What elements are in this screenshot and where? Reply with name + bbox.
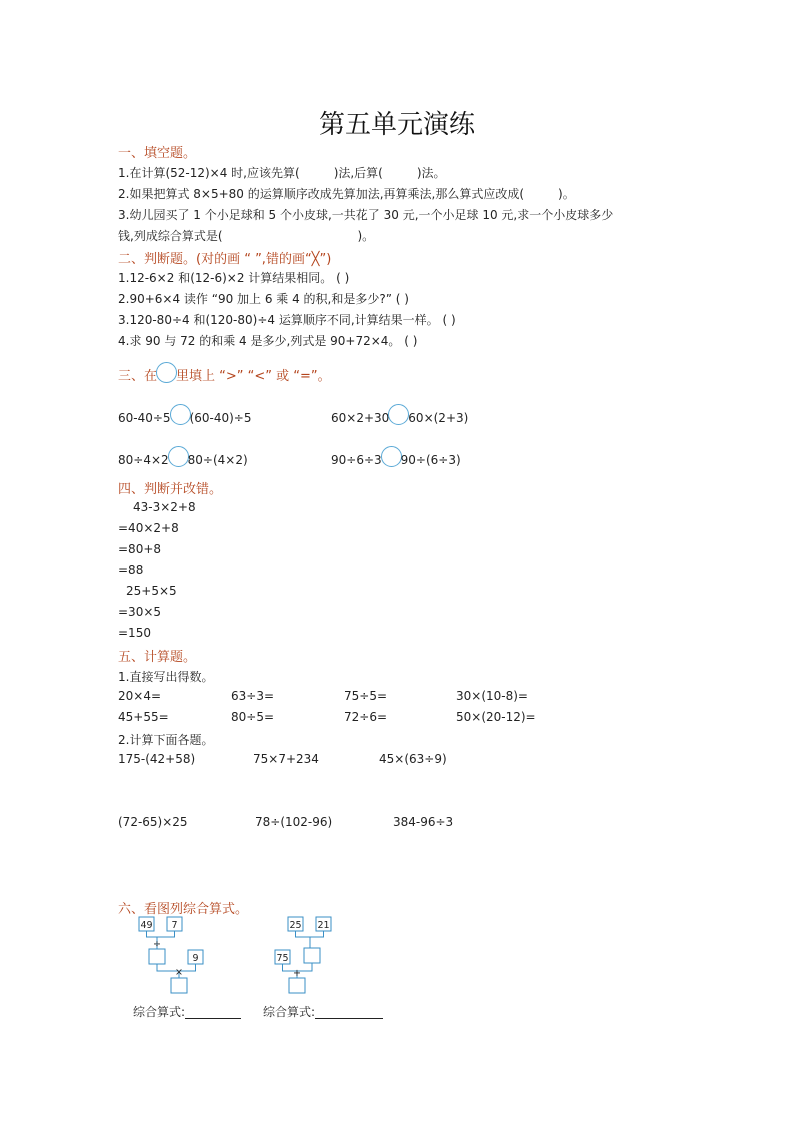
- oral-5: 45+55=: [118, 710, 169, 724]
- section-1-heading: 一、填空题。: [118, 146, 197, 161]
- circle-icon: [156, 362, 177, 383]
- compare-3: [118, 446, 248, 467]
- question-1-1: [118, 164, 446, 181]
- compare-1: [118, 404, 251, 425]
- oral-8: 50×(20-12)=: [456, 710, 536, 724]
- compare-left: 60-40÷5: [118, 411, 171, 425]
- compare-circle[interactable]: [388, 404, 409, 425]
- oral-4: 30×(10-8)=: [456, 689, 528, 703]
- answer-label: 综合算式:: [263, 1005, 316, 1019]
- box-empty-1[interactable]: [149, 949, 165, 964]
- q2-text-a: 2.如果把算式 8×5+80 的运算顺序改成先算加法,再算乘法,那么算式应改成(: [118, 187, 525, 201]
- answer-label: 综合算式:: [133, 1005, 186, 1019]
- answer-line[interactable]: [185, 1006, 241, 1019]
- calc-2: 75×7+234: [253, 752, 319, 766]
- fix-line-5: 25+5×5: [126, 584, 177, 598]
- q3-text-b: 钱,列成综合算式是(: [118, 229, 223, 243]
- calc-1: 175-(42+58): [118, 752, 196, 766]
- box-empty-2[interactable]: [171, 978, 187, 993]
- tree-right-c: 75: [276, 953, 289, 964]
- question-1-2: [118, 185, 575, 202]
- oral-1: 20×4=: [118, 689, 162, 703]
- tree-right-a: 25: [289, 920, 302, 931]
- calc-4: (72-65)×25: [118, 815, 188, 829]
- fix-line-1: 43-3×2+8: [133, 500, 196, 514]
- q2-text-b: )。: [558, 187, 575, 201]
- compare-left: 90÷6÷3: [331, 453, 382, 467]
- calc-3: 45×(63÷9): [379, 752, 447, 766]
- tree-left-b: 7: [171, 920, 178, 931]
- calc-6: 384-96÷3: [393, 815, 454, 829]
- s3-heading-b: 里填上 “>” “<” 或 “=”。: [176, 369, 331, 384]
- box-empty-1[interactable]: [304, 948, 320, 963]
- tree-diagram-left: [130, 912, 220, 996]
- compare-left: 60×2+30: [331, 411, 390, 425]
- section-5-sub-1: 1.直接写出得数。: [118, 670, 214, 684]
- oral-6: 80÷5=: [231, 710, 275, 724]
- compare-4: [331, 446, 461, 467]
- tree-right-b: 21: [317, 920, 330, 931]
- judge-item-1: 1.12-6×2 和(12-6)×2 计算结果相同。 ( ): [118, 271, 350, 285]
- judge-item-4: 4.求 90 与 72 的和乘 4 是多少,列式是 90+72×4。 ( ): [118, 334, 418, 348]
- fix-line-2: =40×2+8: [118, 521, 179, 535]
- oral-2: 63÷3=: [231, 689, 275, 703]
- tree-right-op: +: [293, 968, 301, 979]
- compare-2: [331, 404, 468, 425]
- section-2-heading: 二、判断题。(对的画 “ ”,错的画“╳”): [118, 252, 332, 267]
- q1-text-b: )法,后算(: [333, 166, 383, 180]
- judge-item-3: 3.120-80÷4 和(120-80)÷4 运算顺序不同,计算结果一样。 ( ): [118, 313, 456, 327]
- compare-circle[interactable]: [381, 446, 402, 467]
- question-1-3: 3.幼儿园买了 1 个小足球和 5 个小皮球,一共花了 30 元,一个小足球 10 元,求一个小皮球多少: [118, 208, 614, 222]
- fix-line-3: =80+8: [118, 542, 162, 556]
- compare-right: (60-40)÷5: [189, 411, 252, 425]
- section-5-heading: 五、计算题。: [118, 650, 197, 665]
- compare-right: 60×(2+3): [408, 411, 469, 425]
- tree-left-a: 49: [140, 920, 153, 931]
- s3-heading-a: 三、在: [118, 369, 158, 384]
- section-4-heading: 四、判断并改错。: [118, 482, 223, 497]
- compare-right: 80÷(4×2): [187, 453, 248, 467]
- fix-line-4: =88: [118, 563, 144, 577]
- compare-circle[interactable]: [168, 446, 189, 467]
- fix-line-7: =150: [118, 626, 151, 640]
- question-1-3-cont: [118, 227, 374, 244]
- fix-line-6: =30×5: [118, 605, 162, 619]
- tree-diagram-right: [268, 912, 348, 996]
- answer-line[interactable]: [315, 1006, 383, 1019]
- answer-left: [133, 1003, 241, 1020]
- q1-text-a: 1.在计算(52-12)×4 时,应该先算(: [118, 166, 300, 180]
- compare-right: 90÷(6÷3): [400, 453, 461, 467]
- section-5-sub-2: 2.计算下面各题。: [118, 733, 214, 747]
- oral-7: 72÷6=: [344, 710, 388, 724]
- compare-left: 80÷4×2: [118, 453, 169, 467]
- section-3-heading: [118, 362, 331, 384]
- page-title: 第五单元演练: [318, 110, 475, 140]
- box-empty-2[interactable]: [289, 978, 305, 993]
- tree-left-c: 9: [192, 953, 199, 964]
- judge-item-2: 2.90+6×4 读作 “90 加上 6 乘 4 的积,和是多少?” ( ): [118, 292, 409, 306]
- answer-right: [263, 1003, 383, 1020]
- q3-text-c: )。: [357, 229, 375, 243]
- oral-3: 75÷5=: [344, 689, 388, 703]
- q1-text-c: )法。: [416, 166, 446, 180]
- tree-left-op1: ÷: [153, 939, 161, 950]
- calc-5: 78÷(102-96): [255, 815, 333, 829]
- section-6-heading: 六、看图列综合算式。: [118, 902, 249, 917]
- tree-left-op2: ×: [175, 967, 183, 978]
- compare-circle[interactable]: [170, 404, 191, 425]
